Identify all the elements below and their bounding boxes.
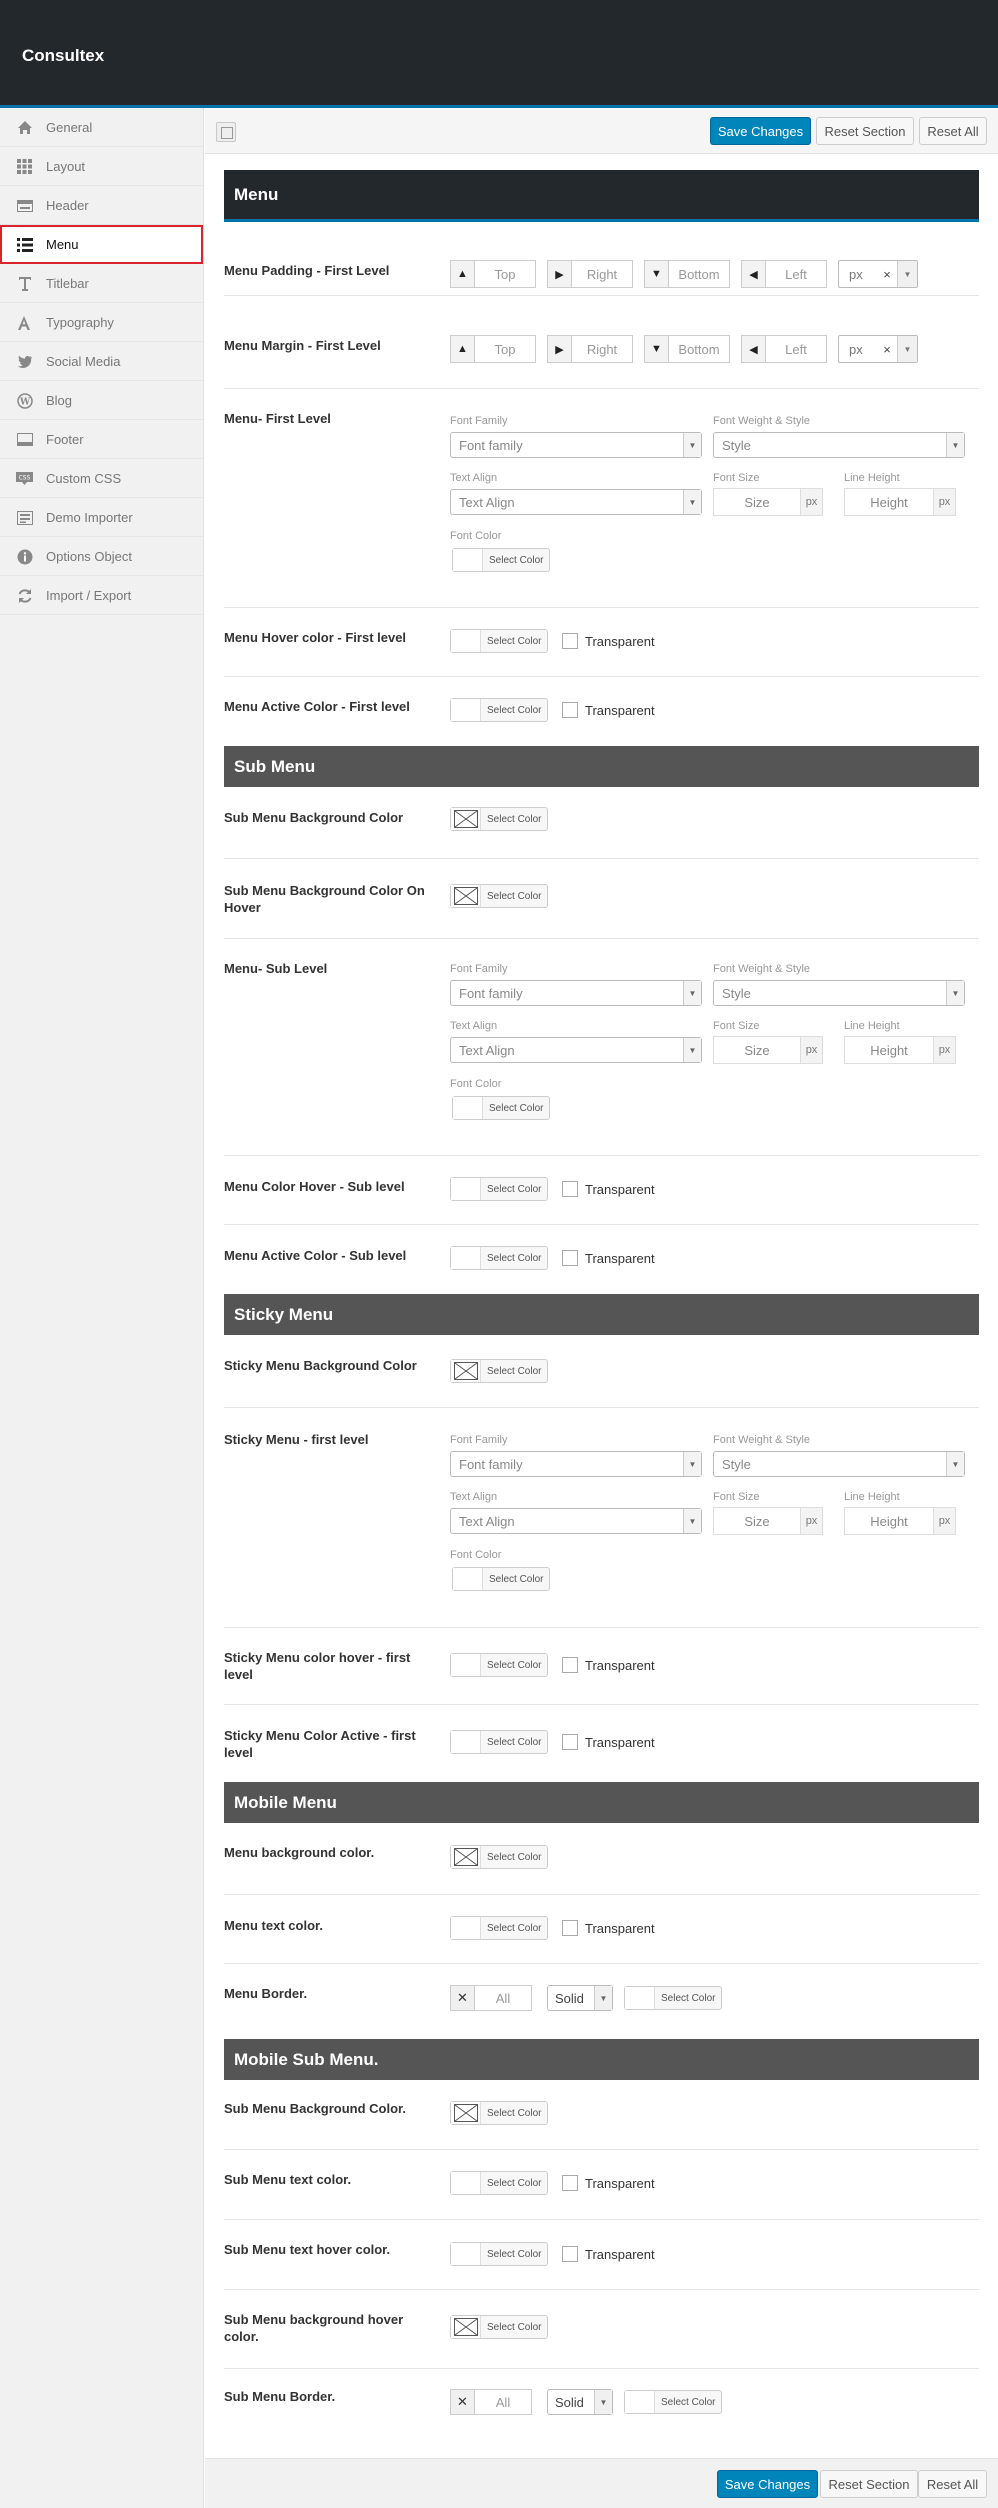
font-weight-label: Font Weight & Style: [713, 1434, 811, 1446]
line-height-input[interactable]: Height px: [844, 1036, 956, 1064]
option-row-mobile-text: [224, 1896, 979, 1964]
expand-arrows-icon: ✕: [451, 1986, 475, 2010]
option-label: Sticky Menu Color Active - first level: [224, 1728, 416, 1760]
option-row-msub-text: [224, 2151, 979, 2220]
option-label: Menu- Sub Level: [224, 961, 328, 976]
option-label: Menu background color.: [224, 1845, 375, 1860]
font-weight-select[interactable]: Style ▼: [713, 1451, 965, 1477]
text-icon: [16, 275, 33, 292]
sidebar-item-label: Options Object: [46, 548, 132, 564]
margin-top-input[interactable]: ▲ Top: [450, 335, 536, 363]
option-label: Menu Active Color - First level: [224, 699, 410, 714]
transparent-checkbox[interactable]: Transparent: [562, 1920, 655, 1936]
no-color-icon: [451, 885, 481, 907]
line-height-input[interactable]: Height px: [844, 1507, 956, 1535]
option-row-sticky-hover: [224, 1629, 979, 1705]
line-height-label: Line Height: [844, 472, 900, 484]
font-color-label: Font Color: [450, 1078, 502, 1090]
top-toolbar: [205, 110, 998, 154]
sidebar-item-label: Import / Export: [46, 587, 132, 603]
text-align-select[interactable]: Text Align ▼: [450, 489, 702, 515]
border-style-select[interactable]: Solid ▼: [547, 2389, 613, 2415]
chevron-down-icon: ▼: [683, 981, 701, 1005]
color-picker[interactable]: Select Color: [450, 2171, 548, 2195]
reset-section-button[interactable]: Reset Section: [820, 2470, 918, 2498]
sidebar-item-social-media[interactable]: [0, 342, 203, 381]
option-label: Sub Menu Background Color On Hover: [224, 883, 425, 915]
color-picker[interactable]: Select Color: [450, 1730, 548, 1754]
sidebar-item-footer[interactable]: [0, 420, 203, 459]
chevron-down-icon: ▼: [683, 490, 701, 514]
transparent-checkbox[interactable]: Transparent: [562, 702, 655, 718]
color-picker[interactable]: Select Color: [450, 807, 548, 831]
color-picker[interactable]: Select Color: [450, 1246, 548, 1270]
sidebar-item-label: Titlebar: [46, 275, 89, 291]
option-row-menu-padding: [224, 222, 979, 296]
chevron-down-icon: ▼: [683, 1038, 701, 1062]
option-row-mobile-bg: [224, 1823, 979, 1895]
option-row-menu-sub-level: [224, 940, 979, 1156]
sidebar-item-label: Typography: [46, 314, 114, 330]
sidebar-item-label: Blog: [46, 392, 73, 408]
option-row-menu-active-sub: [224, 1226, 979, 1294]
font-color-label: Font Color: [450, 530, 502, 542]
margin-left-input[interactable]: ◀ Left: [741, 335, 827, 363]
font-family-select[interactable]: Font family ▼: [450, 432, 702, 458]
arrow-left-icon: ◀: [742, 261, 766, 287]
section-title-menu: Menu: [224, 170, 979, 222]
section-title-sub-menu: Sub Menu: [224, 746, 979, 787]
font-size-label: Font Size: [713, 1020, 760, 1032]
option-row-mobile-border: [224, 1965, 979, 2039]
font-weight-label: Font Weight & Style: [713, 415, 811, 427]
option-label: Menu- First Level: [224, 411, 331, 426]
text-align-label: Text Align: [450, 1020, 498, 1032]
sidebar-item-label: Demo Importer: [46, 509, 133, 525]
refresh-icon: [16, 587, 33, 604]
arrow-right-icon: ▶: [548, 261, 572, 287]
typography-fields: [450, 390, 980, 608]
sidebar-item-menu[interactable]: [0, 225, 203, 264]
expand-options-icon[interactable]: [216, 122, 236, 142]
font-color-label: Font Color: [450, 1549, 502, 1561]
chevron-down-icon: ▼: [897, 336, 917, 362]
option-row-sub-bg-hover: [224, 860, 979, 939]
font-color-picker[interactable]: Select Color: [452, 1567, 550, 1591]
clear-icon[interactable]: ×: [883, 266, 891, 282]
chevron-down-icon: ▼: [946, 981, 964, 1005]
option-row-sticky-first-level: [224, 1409, 979, 1628]
sidebar-item-label: Header: [46, 197, 89, 213]
padding-unit-select[interactable]: px × ▼: [838, 260, 918, 288]
no-color-icon: [451, 1360, 481, 1382]
option-row-menu-active: [224, 678, 979, 746]
option-label: Menu Hover color - First level: [224, 630, 407, 645]
sidebar-item-label: Menu: [46, 237, 79, 252]
option-label: Sub Menu Background Color: [224, 810, 404, 825]
option-row-menu-margin: [224, 297, 979, 389]
transparent-checkbox[interactable]: Transparent: [562, 1657, 655, 1673]
color-picker[interactable]: Select Color: [450, 1177, 548, 1201]
typography-fields: [450, 940, 980, 1156]
option-row-menu-hover: [224, 609, 979, 677]
font-weight-select[interactable]: Style ▼: [713, 980, 965, 1006]
chevron-down-icon: ▼: [683, 1452, 701, 1476]
arrow-right-icon: ▶: [548, 336, 572, 362]
chevron-down-icon: ▼: [897, 261, 917, 287]
sidebar-item-import-export[interactable]: [0, 576, 203, 615]
option-row-msub-bg-hover: [224, 2291, 979, 2369]
importer-icon: [16, 509, 33, 526]
padding-left-input[interactable]: ◀ Left: [741, 260, 827, 288]
text-align-label: Text Align: [450, 472, 498, 484]
option-label: Sticky Menu color hover - first level: [224, 1650, 411, 1682]
option-label: Menu Padding - First Level: [224, 263, 390, 278]
font-family-label: Font Family: [450, 963, 508, 975]
color-picker[interactable]: Select Color: [450, 884, 548, 908]
font-color-picker[interactable]: Select Color: [452, 1096, 550, 1120]
font-size-input[interactable]: Size px: [713, 1507, 823, 1535]
option-row-sticky-bg: [224, 1335, 979, 1408]
option-row-sub-bg: [224, 787, 979, 859]
no-color-icon: [451, 2316, 481, 2338]
chevron-down-icon: ▼: [594, 1986, 612, 2010]
option-label: Sub Menu text color.: [224, 2172, 352, 2187]
sidebar-item-blog[interactable]: [0, 381, 203, 420]
section-title-mobile-menu: Mobile Menu: [224, 1782, 979, 1823]
border-fields: [450, 1985, 750, 2013]
border-width-input[interactable]: ✕ All: [450, 1985, 532, 2011]
option-label: Menu Color Hover - Sub level: [224, 1179, 405, 1194]
sidebar-item-label: Custom CSS: [46, 470, 122, 486]
option-label: Sub Menu Background Color.: [224, 2101, 407, 2116]
brand-title: Consultex: [22, 46, 105, 65]
wordpress-icon: [16, 392, 33, 409]
option-label: Menu text color.: [224, 1918, 323, 1933]
twitter-icon: [16, 353, 33, 370]
padding-bottom-input[interactable]: ▼ Bottom: [644, 260, 730, 288]
info-icon: [16, 548, 33, 565]
sidebar-item-general[interactable]: [0, 108, 203, 147]
sidebar-item-label: Social Media: [46, 353, 121, 369]
sidebar-item-custom-css[interactable]: [0, 459, 203, 498]
no-color-icon: [451, 808, 481, 830]
transparent-checkbox[interactable]: Transparent: [562, 633, 655, 649]
transparent-checkbox[interactable]: Transparent: [562, 1734, 655, 1750]
arrow-down-icon: ▼: [645, 261, 669, 287]
font-size-input[interactable]: Size px: [713, 488, 823, 516]
grid-icon: [16, 158, 33, 175]
arrow-down-icon: ▼: [645, 336, 669, 362]
sidebar-item-layout[interactable]: [0, 147, 203, 186]
margin-right-input[interactable]: ▶ Right: [547, 335, 633, 363]
font-icon: [16, 314, 33, 331]
bottom-toolbar: [205, 2458, 998, 2508]
reset-section-button[interactable]: Reset Section: [816, 117, 914, 145]
border-color-picker[interactable]: Select Color: [624, 1986, 722, 2010]
color-picker[interactable]: Select Color: [450, 698, 548, 722]
options-panel: [224, 170, 979, 222]
sidebar-item-label: Footer: [46, 431, 84, 447]
margin-unit-select[interactable]: px × ▼: [838, 335, 918, 363]
option-label: Menu Margin - First Level: [224, 338, 381, 353]
svg-text:CSS: CSS: [18, 474, 31, 482]
transparent-checkbox[interactable]: Transparent: [562, 1181, 655, 1197]
border-style-select[interactable]: Solid ▼: [547, 1985, 613, 2011]
css-icon: [16, 470, 33, 487]
arrow-up-icon: ▲: [451, 261, 475, 287]
font-color-picker[interactable]: Select Color: [452, 548, 550, 572]
color-picker[interactable]: Select Color: [450, 1359, 548, 1383]
color-picker[interactable]: Select Color: [450, 2242, 548, 2266]
sidebar-item-typography[interactable]: [0, 303, 203, 342]
margin-bottom-input[interactable]: ▼ Bottom: [644, 335, 730, 363]
font-size-label: Font Size: [713, 1491, 760, 1503]
padding-right-input[interactable]: ▶ Right: [547, 260, 633, 288]
option-row-menu-first-level: [224, 390, 979, 608]
border-color-picker[interactable]: Select Color: [624, 2390, 722, 2414]
padding-top-input[interactable]: ▲ Top: [450, 260, 536, 288]
color-picker[interactable]: Select Color: [450, 1653, 548, 1677]
sidebar-item-label: General: [46, 119, 93, 135]
section-title-sticky-menu: Sticky Menu: [224, 1294, 979, 1335]
svg-text:W: W: [19, 397, 30, 407]
sidebar: [0, 108, 204, 2508]
chevron-down-icon: ▼: [594, 2390, 612, 2414]
color-picker[interactable]: Select Color: [450, 2101, 548, 2125]
section-title-mobile-sub-menu: Mobile Sub Menu.: [224, 2039, 979, 2080]
option-label: Menu Border.: [224, 1986, 308, 2001]
sidebar-item-demo-importer[interactable]: [0, 498, 203, 537]
arrow-left-icon: ◀: [742, 336, 766, 362]
no-color-icon: [451, 2102, 481, 2124]
save-changes-button[interactable]: Save Changes: [710, 117, 811, 145]
font-family-select[interactable]: Font family ▼: [450, 980, 702, 1006]
transparent-checkbox[interactable]: Transparent: [562, 1250, 655, 1266]
font-family-label: Font Family: [450, 1434, 508, 1446]
font-family-select[interactable]: Font family ▼: [450, 1451, 702, 1477]
sidebar-item-titlebar[interactable]: [0, 264, 203, 303]
font-family-label: Font Family: [450, 415, 508, 427]
option-label: Sub Menu background hover color.: [224, 2312, 404, 2344]
option-label: Sub Menu text hover color.: [224, 2242, 391, 2257]
line-height-label: Line Height: [844, 1020, 900, 1032]
typography-fields: [450, 1409, 980, 1628]
chevron-down-icon: ▼: [683, 433, 701, 457]
option-label: Sticky Menu Background Color: [224, 1358, 417, 1373]
font-size-label: Font Size: [713, 472, 760, 484]
color-picker[interactable]: Select Color: [450, 1916, 548, 1940]
sidebar-item-options-object[interactable]: [0, 537, 203, 576]
option-row-msub-border: [224, 2370, 979, 2456]
save-changes-button[interactable]: Save Changes: [717, 2470, 818, 2498]
option-label: Menu Active Color - Sub level: [224, 1248, 407, 1263]
chevron-down-icon: ▼: [683, 1509, 701, 1533]
reset-all-button[interactable]: Reset All: [918, 2470, 987, 2498]
header-icon: [16, 197, 33, 214]
option-row-sticky-active: [224, 1706, 979, 1782]
option-label: Sticky Menu - first level: [224, 1432, 369, 1447]
no-color-icon: [451, 1846, 481, 1868]
list-icon: [16, 236, 33, 253]
font-weight-select[interactable]: Style ▼: [713, 432, 965, 458]
footer-icon: [16, 431, 33, 448]
option-row-menu-color-hover-sub: [224, 1157, 979, 1225]
border-width-input[interactable]: ✕ All: [450, 2389, 532, 2415]
clear-icon[interactable]: ×: [883, 341, 891, 357]
expand-arrows-icon: ✕: [451, 2390, 475, 2414]
color-picker[interactable]: Select Color: [450, 1845, 548, 1869]
transparent-checkbox[interactable]: Transparent: [562, 2175, 655, 2191]
transparent-checkbox[interactable]: Transparent: [562, 2246, 655, 2262]
line-height-label: Line Height: [844, 1491, 900, 1503]
arrow-up-icon: ▲: [451, 336, 475, 362]
font-size-input[interactable]: Size px: [713, 1036, 823, 1064]
option-label: Sub Menu Border.: [224, 2389, 336, 2404]
chevron-down-icon: ▼: [946, 433, 964, 457]
sidebar-item-header[interactable]: [0, 186, 203, 225]
option-row-msub-bg: [224, 2080, 979, 2150]
chevron-down-icon: ▼: [946, 1452, 964, 1476]
color-picker[interactable]: Select Color: [450, 2315, 548, 2339]
home-icon: [16, 119, 33, 136]
line-height-input[interactable]: Height px: [844, 488, 956, 516]
text-align-select[interactable]: Text Align ▼: [450, 1037, 702, 1063]
border-fields: [450, 2389, 750, 2417]
text-align-select[interactable]: Text Align ▼: [450, 1508, 702, 1534]
text-align-label: Text Align: [450, 1491, 498, 1503]
color-picker[interactable]: Select Color: [450, 629, 548, 653]
reset-all-button[interactable]: Reset All: [919, 117, 987, 145]
sidebar-item-label: Layout: [46, 158, 86, 174]
font-weight-label: Font Weight & Style: [713, 963, 811, 975]
option-row-msub-text-hover: [224, 2221, 979, 2290]
admin-header: [0, 0, 998, 108]
